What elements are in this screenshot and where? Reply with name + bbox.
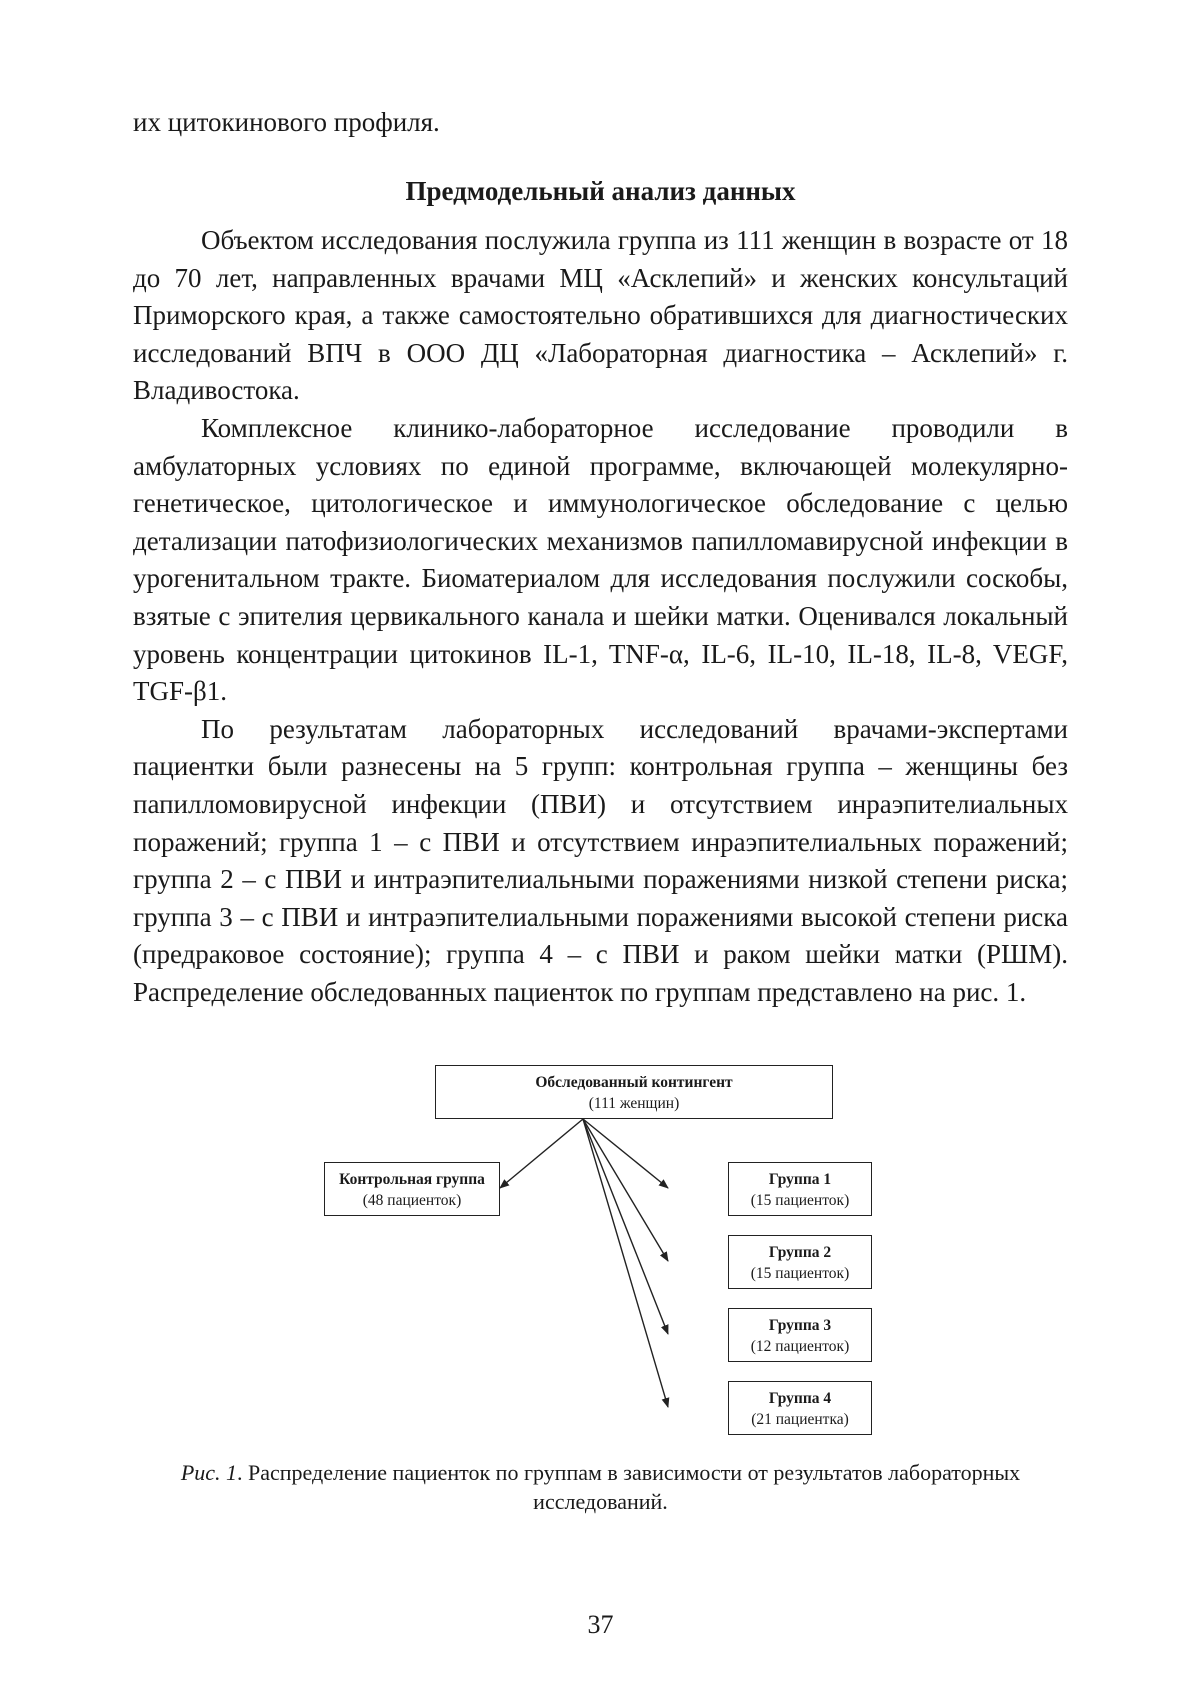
paragraph-2: Комплексное клинико-лабораторное исследование проводили в амбулаторных условиях по единой программе, включающей молекулярно-генетическое, цитологическое и иммунологическое обследование с целью детализации патофизиологических механизмов папилломавирусной инфекции в урогенитальном тракте. Биоматериалом для исследования послужили соскобы, взятые с эпителия цервикального канала и шейки матки. Оценивался локальный уровень концентрации цитокинов IL-1, TNF-α, IL-6, IL-10, IL-18, IL-8, VEGF, TGF-β1.: [133, 412, 1068, 707]
group-2-subtitle: (15 пациенток): [750, 1265, 850, 1282]
page-number: 37: [587, 1610, 614, 1639]
group-1-subtitle: (15 пациенток): [750, 1192, 850, 1209]
section-heading: Предмодельный анализ данных: [405, 176, 796, 206]
body-text: [133, 222, 1068, 1011]
arrow-to-group-3: [583, 1119, 668, 1334]
group-4-box: [728, 1381, 872, 1435]
group-3-box: [728, 1308, 872, 1362]
group-3-title: Группа 3: [768, 1317, 832, 1334]
paragraph-3: По результатам лабораторных исследований врачами-экспертами пациентки были разнесены на 5 групп: контрольная группа – женщины без папилломовирусной инфекции (ПВИ) и отсутствием инраэпителиальных поражений; группа 1 – с ПВИ и отсутствием инраэпителиальных поражений; группа 2 – с ПВИ и интраэпителиальными поражениями низкой степени риска; группа 3 – с ПВИ и интраэпителиальными поражениями высокой степени риска (предраковое состояние); группа 4 – с ПВИ и раком шейки матки (РШМ). Распределение обследованных пациенток по группам представлено на рис. 1.: [133, 713, 1068, 1007]
figure-caption: [133, 1458, 1068, 1516]
group-4-title: Группа 4: [768, 1390, 832, 1407]
arrow-to-control: [500, 1119, 583, 1188]
arrow-to-group-4: [583, 1119, 668, 1407]
control-title: Контрольная группа: [339, 1171, 485, 1188]
control-subtitle: (48 пациенток): [362, 1192, 462, 1209]
group-3-subtitle: (12 пациенток): [750, 1338, 850, 1355]
lead-line: их цитокинового профиля.: [133, 107, 440, 137]
group-1-title: Группа 1: [768, 1171, 832, 1188]
group-1-box: [728, 1162, 872, 1216]
group-4-subtitle: (21 пациентка): [751, 1411, 849, 1428]
caption-label: Рис. 1: [180, 1460, 238, 1485]
paragraph-1: Объектом исследования послужила группа из 111 женщин в возрасте от 18 до 70 лет, направленных врачами МЦ «Асклепий» и женских консультаций Приморского края, а также самостоятельно обратившихся для диагностических исследований ВПЧ в ООО ДЦ «Лабораторная диагностика – Асклепий» г. Владивостока.: [133, 225, 1068, 406]
root-title: Обследованный контингент: [535, 1074, 733, 1091]
root-box: [435, 1065, 833, 1119]
root-subtitle: (111 женщин): [588, 1095, 680, 1112]
arrow-to-group-1: [583, 1119, 668, 1188]
arrow-to-group-2: [583, 1119, 668, 1261]
group-2-box: [728, 1235, 872, 1289]
caption-text: . Распределение пациенток по группам в зависимости от результатов лабораторных исследований.: [237, 1460, 1021, 1514]
control-group-box: [324, 1162, 500, 1216]
group-2-title: Группа 2: [768, 1244, 832, 1261]
distribution-diagram: [330, 1065, 890, 1435]
